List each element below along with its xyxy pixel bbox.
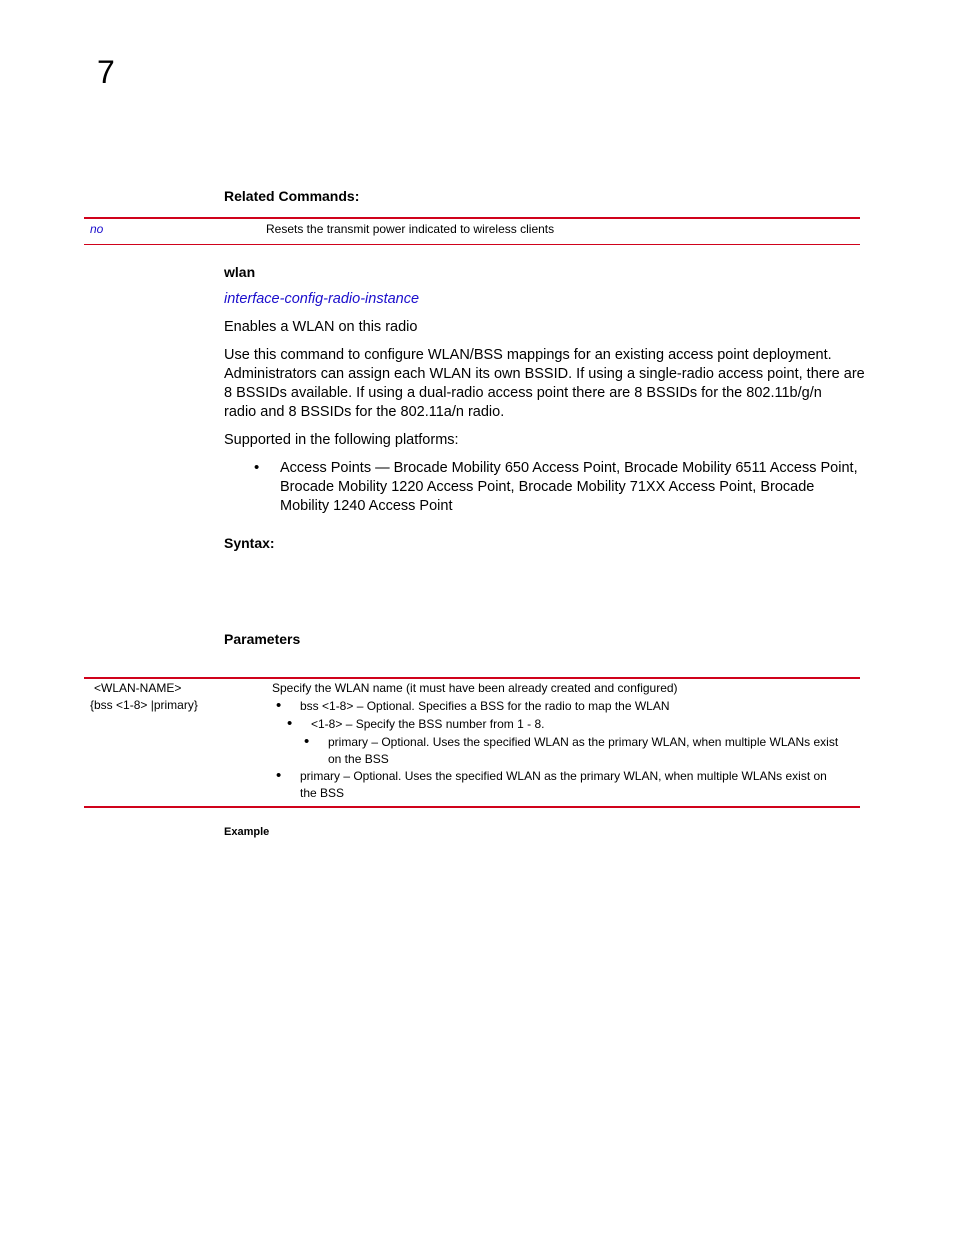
param-primary-nested-line: on the BSS bbox=[328, 752, 389, 766]
param-primary bbox=[300, 768, 827, 802]
platforms-intro: Supported in the following platforms: bbox=[224, 432, 459, 448]
bullet-icon: • bbox=[304, 733, 310, 750]
description-line: Administrators can assign each WLAN its own BSSID. If using a single-radio access point, there are bbox=[224, 366, 865, 382]
table-bottom-rule bbox=[84, 244, 860, 245]
chapter-number: 7 bbox=[97, 54, 115, 90]
bullet-icon: • bbox=[276, 767, 282, 784]
bullet-icon: • bbox=[254, 459, 260, 476]
params-table-top-rule bbox=[84, 677, 860, 679]
param-primary-nested-line: primary – Optional. Uses the specified WLAN as the primary WLAN, when multiple WLANs exist bbox=[328, 735, 839, 749]
param-desc-main: Specify the WLAN name (it must have been already created and configured) bbox=[272, 681, 678, 695]
bullet-icon: • bbox=[276, 697, 282, 714]
param-bss: bss <1-8> – Optional. Specifies a BSS for the radio to map the WLAN bbox=[300, 699, 670, 713]
example-heading: Example bbox=[224, 826, 270, 838]
syntax-heading: Syntax: bbox=[224, 535, 275, 551]
param-bss-number: <1-8> – Specify the BSS number from 1 - 8. bbox=[311, 717, 545, 731]
related-commands-heading: Related Commands: bbox=[224, 188, 360, 204]
platform-line: Mobility 1240 Access Point bbox=[280, 498, 453, 514]
related-command-link-no[interactable]: no bbox=[90, 222, 104, 236]
param-name-line2: {bss <1-8> |primary} bbox=[90, 698, 198, 712]
param-primary-line: the BSS bbox=[300, 786, 345, 800]
description-line: radio and 8 BSSIDs for the 802.11a/n radio. bbox=[224, 404, 505, 420]
param-primary-line: primary – Optional. Uses the specified WLAN as the primary WLAN, when multiple WLANs exist on bbox=[300, 769, 827, 783]
bullet-icon: • bbox=[287, 715, 293, 732]
description-line: Use this command to configure WLAN/BSS mappings for an existing access point deployment. bbox=[224, 347, 832, 363]
description-line: 8 BSSIDs available. If using a dual-radio access point there are 8 BSSIDs for the 802.11b/g/n bbox=[224, 385, 822, 401]
command-name: wlan bbox=[224, 264, 256, 280]
param-name-line1: <WLAN-NAME> bbox=[94, 681, 182, 695]
param-primary-nested bbox=[328, 734, 838, 768]
context-link[interactable]: interface-config-radio-instance bbox=[224, 291, 420, 307]
params-table-bottom-rule bbox=[84, 806, 860, 808]
command-description bbox=[224, 346, 865, 422]
table-top-rule bbox=[84, 217, 860, 219]
platform-line: Access Points — Brocade Mobility 650 Access Point, Brocade Mobility 6511 Access Point, bbox=[280, 460, 858, 476]
platform-list bbox=[280, 459, 858, 516]
parameters-heading: Parameters bbox=[224, 631, 301, 647]
command-summary: Enables a WLAN on this radio bbox=[224, 319, 418, 335]
related-command-desc: Resets the transmit power indicated to wireless clients bbox=[266, 222, 555, 236]
platform-line: Brocade Mobility 1220 Access Point, Brocade Mobility 71XX Access Point, Brocade bbox=[280, 479, 815, 495]
